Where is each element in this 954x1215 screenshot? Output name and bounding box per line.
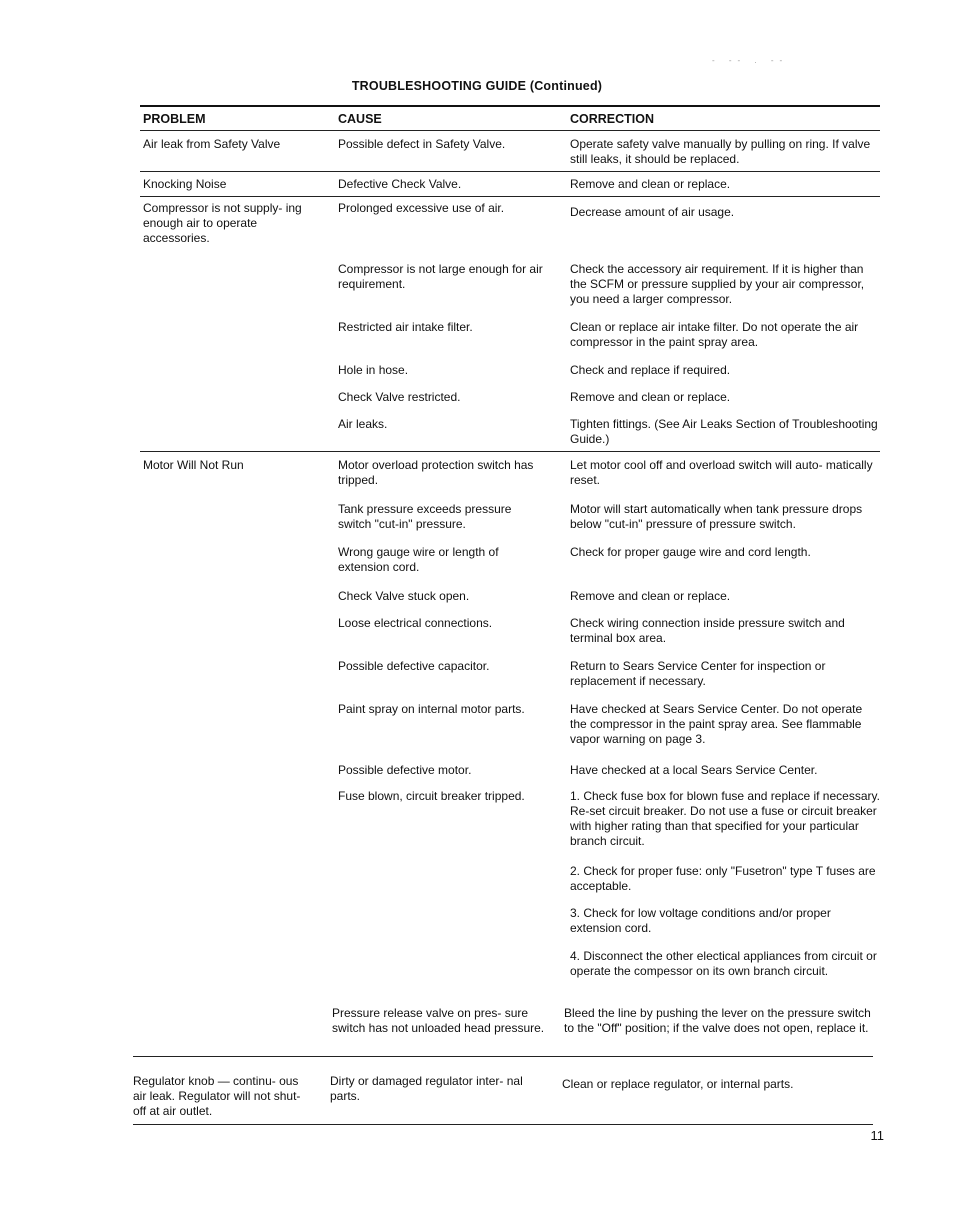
- header-cause: CAUSE: [338, 112, 382, 126]
- cause-cell: Restricted air intake filter.: [338, 320, 473, 334]
- problem-cell: Motor Will Not Run: [143, 458, 244, 472]
- cause-cell: Dirty or damaged regulator inter- nal parts.: [330, 1074, 523, 1103]
- correction-cell: Motor will start automatically when tank pressure drops below "cut-in" pressure of pressure switch.: [570, 502, 863, 531]
- problem-cell: Air leak from Safety Valve: [143, 137, 281, 151]
- row-divider: [140, 196, 880, 197]
- table-top-rule: [140, 105, 880, 107]
- correction-cell: 3. Check for low voltage conditions and/or proper extension cord.: [570, 906, 831, 935]
- problem-cell: Knocking Noise: [143, 177, 227, 191]
- correction-cell: Operate safety valve manually by pulling on ring. If valve still leaks, it should be replaced.: [570, 137, 871, 166]
- cause-cell: Wrong gauge wire or length of extension cord.: [338, 545, 499, 574]
- cause-cell: Pressure release valve on pres- sure switch has not unloaded head pressure.: [332, 1006, 545, 1035]
- header-rule: [140, 130, 880, 131]
- cause-cell: Hole in hose.: [338, 363, 409, 377]
- cause-cell: Compressor is not large enough for air requirement.: [338, 262, 543, 291]
- header-correction: CORRECTION: [570, 112, 655, 126]
- correction-cell: Remove and clean or replace.: [570, 390, 731, 404]
- problem-cell: Regulator knob — continu- ous air leak. Regulator will not shut-off at air outlet.: [133, 1074, 301, 1118]
- correction-cell: Check wiring connection inside pressure switch and terminal box area.: [570, 616, 845, 645]
- correction-cell: Clean or replace air intake filter. Do not operate the air compressor in the paint spray area.: [570, 320, 859, 349]
- correction-cell: 4. Disconnect the other electical appliances from circuit or operate the compessor on its own branch circuit.: [570, 949, 877, 978]
- correction-cell: Return to Sears Service Center for inspection or replacement if necessary.: [570, 659, 826, 688]
- correction-cell: Have checked at a local Sears Service Center.: [570, 763, 818, 777]
- correction-cell: Let motor cool off and overload switch will auto- matically reset.: [570, 458, 873, 487]
- cause-cell: Possible defective motor.: [338, 763, 472, 777]
- cause-cell: Defective Check Valve.: [338, 177, 462, 191]
- correction-cell: Clean or replace regulator, or internal parts.: [562, 1077, 794, 1091]
- table-bottom-rule: [133, 1124, 873, 1125]
- row-divider: [133, 1056, 873, 1057]
- cause-cell: Check Valve restricted.: [338, 390, 461, 404]
- cause-cell: Possible defect in Safety Valve.: [338, 137, 506, 151]
- problem-cell: Compressor is not supply- ing enough air to operate accessories.: [143, 201, 302, 245]
- correction-cell: Decrease amount of air usage.: [570, 205, 735, 219]
- cause-cell: Possible defective capacitor.: [338, 659, 490, 673]
- cause-cell: Check Valve stuck open.: [338, 589, 470, 603]
- cause-cell: Fuse blown, circuit breaker tripped.: [338, 789, 525, 803]
- correction-cell: Have checked at Sears Service Center. Do not operate the compressor in the paint spray area. See flammable vapor warning on page 3.: [570, 702, 863, 746]
- correction-cell: Tighten fittings. (See Air Leaks Section of Troubleshooting Guide.): [570, 417, 878, 446]
- cause-cell: Motor overload protection switch has tripped.: [338, 458, 534, 487]
- page-title: TROUBLESHOOTING GUIDE (Continued): [351, 79, 603, 93]
- correction-cell: Check the accessory air requirement. If it is higher than the SCFM or pressure supplied by your air compressor, you need a larger compressor.: [570, 262, 865, 306]
- page-number: 11: [870, 1128, 884, 1143]
- correction-cell: Check for proper gauge wire and cord length.: [570, 545, 811, 559]
- correction-cell: Remove and clean or replace.: [570, 177, 731, 191]
- correction-cell: 1. Check fuse box for blown fuse and replace if necessary. Re-set circuit breaker. Do not use a fuse or circuit breaker with higher rating than that specified for your particular branch circuit.: [570, 789, 880, 848]
- scan-specks: - -- . --: [712, 56, 789, 65]
- cause-cell: Tank pressure exceeds pressure switch "cut-in" pressure.: [338, 502, 512, 531]
- row-divider: [140, 171, 880, 172]
- correction-cell: Remove and clean or replace.: [570, 589, 731, 603]
- cause-cell: Prolonged excessive use of air.: [338, 201, 505, 215]
- cause-cell: Paint spray on internal motor parts.: [338, 702, 525, 716]
- correction-cell: Check and replace if required.: [570, 363, 731, 377]
- cause-cell: Loose electrical connections.: [338, 616, 493, 630]
- correction-cell: Bleed the line by pushing the lever on the pressure switch to the "Off" position; if the valve does not open, replace it.: [564, 1006, 871, 1035]
- row-divider: [140, 451, 880, 452]
- header-problem: PROBLEM: [143, 112, 206, 126]
- cause-cell: Air leaks.: [338, 417, 388, 431]
- correction-cell: 2. Check for proper fuse: only "Fusetron" type T fuses are acceptable.: [570, 864, 876, 893]
